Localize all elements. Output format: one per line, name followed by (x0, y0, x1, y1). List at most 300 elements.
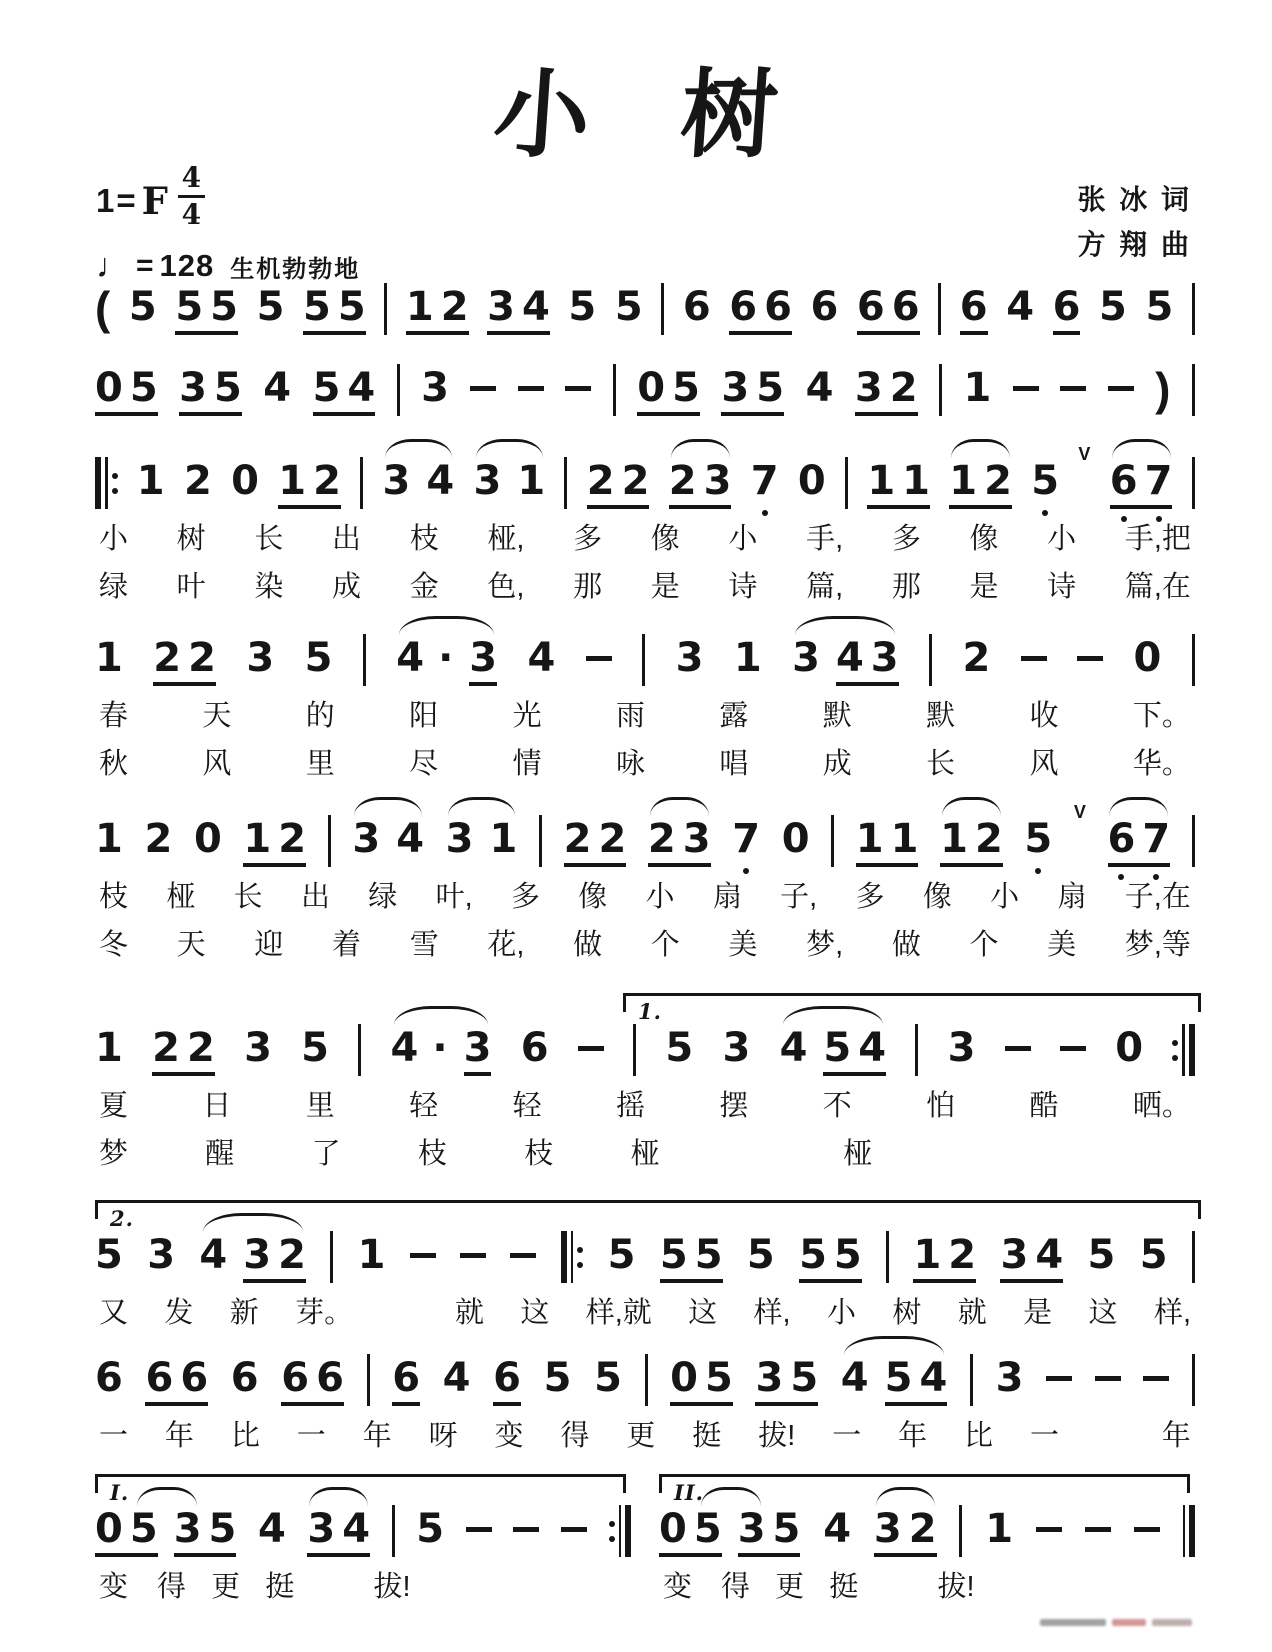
lyrics-row (95, 746, 1195, 782)
slur-arc (476, 439, 543, 458)
barline (392, 1505, 395, 1557)
note-digit: 5 (129, 365, 158, 411)
note (1145, 286, 1173, 328)
slur-arc (1112, 439, 1171, 458)
note-digit: 6 (230, 1355, 259, 1401)
close-paren: ) (1155, 363, 1171, 415)
duration-dash (1060, 1046, 1086, 1051)
note-digit: 4 (835, 635, 864, 681)
thin-bar (105, 457, 108, 509)
note (751, 460, 779, 502)
note-digit: 0 (95, 1506, 123, 1552)
note-group (487, 286, 550, 335)
note-digit: 4 (840, 1355, 869, 1401)
low-octave-dot (1042, 510, 1048, 516)
note-group (874, 1508, 937, 1557)
note-group (885, 1357, 948, 1406)
lyric-syllable: 一 (1029, 1420, 1059, 1452)
note (1006, 286, 1034, 328)
barline (360, 457, 363, 509)
note-digit: 6 (810, 284, 839, 330)
quarter-note-icon: ♩ (96, 247, 130, 285)
low-octave-dot (1121, 516, 1127, 522)
lyric-syllable: 得 (560, 1420, 590, 1452)
lyric-syllable: 树 (176, 523, 206, 555)
note-digit: 6 (281, 1355, 310, 1401)
note (841, 1357, 869, 1399)
note-digit: 5 (772, 1506, 801, 1552)
lyric-syllable: 酷 (1029, 1090, 1059, 1122)
note-digit: 1 (243, 816, 272, 862)
lyric-syllable: 篇, (806, 571, 844, 603)
slur-group (841, 1357, 948, 1406)
note (963, 367, 991, 409)
note-group (669, 460, 732, 509)
note-digit: 3 (722, 1025, 751, 1071)
note (960, 286, 988, 335)
note (544, 1357, 572, 1399)
lyric-syllable: 拔! (373, 1571, 411, 1603)
note-group (281, 1357, 344, 1406)
barline (1192, 1354, 1195, 1406)
lyric-syllable: 小 (990, 881, 1020, 913)
note-digit: 1 (940, 816, 968, 862)
repeat-dot (609, 1536, 615, 1542)
lyric-syllable (390, 1295, 419, 1331)
note-digit: 4 (527, 635, 556, 681)
volta-label: 2. (110, 1206, 134, 1231)
duration-dash (1005, 1046, 1031, 1051)
lyric-syllable: 冬 (99, 929, 129, 961)
note-digit: 5 (568, 284, 597, 330)
lyrics-row (95, 1569, 631, 1605)
system-1 (95, 282, 1195, 335)
note-digit: 5 (1087, 1232, 1116, 1278)
note-digit: 6 (959, 284, 988, 330)
lyric-syllable (319, 1569, 348, 1605)
note-digit: 5 (303, 284, 331, 330)
repeat-open (95, 457, 118, 509)
meter-denominator: 4 (181, 198, 202, 231)
thick-bar (95, 457, 101, 509)
note-digit: 2 (186, 1025, 215, 1071)
lyric-syllable: 就 (957, 1297, 987, 1329)
slur-arc (795, 616, 895, 635)
system-2 (95, 363, 1195, 416)
lyric-syllable: 发 (164, 1297, 194, 1329)
lyric-syllable: 风 (1029, 748, 1059, 780)
notes-row (95, 1234, 1195, 1283)
notes-row (95, 1508, 631, 1557)
lyric-syllable: 情 (512, 748, 542, 780)
thick-bar (1189, 1024, 1195, 1076)
note-digit: 2 (278, 816, 307, 862)
barline (397, 364, 400, 416)
note-digit: 5 (594, 1355, 622, 1401)
note-digit: 1 (489, 816, 518, 862)
note (358, 1234, 386, 1276)
augmentation-dot: · (432, 1025, 448, 1071)
note-digit: 2 (440, 284, 469, 330)
note (184, 460, 212, 502)
title-wrap (0, 58, 1272, 171)
lyric-syllable: 梦, (806, 929, 844, 961)
notes-row (95, 1027, 1195, 1076)
note (665, 1027, 693, 1069)
slur-group (659, 1508, 800, 1557)
lyric-syllable: 像 (922, 881, 952, 913)
note-digit: 5 (665, 1025, 694, 1071)
notes-row (95, 444, 1195, 509)
lyric-syllable: 梦 (99, 1138, 129, 1170)
note-digit: 2 (183, 458, 212, 504)
note (396, 818, 424, 860)
barline (328, 815, 331, 867)
note-group (648, 818, 711, 867)
lyric-syllable (1108, 1569, 1137, 1605)
lyric-syllable: 是 (969, 571, 999, 603)
lyric-syllable: 长 (926, 748, 956, 780)
lyric-syllable (1054, 1569, 1083, 1605)
lyric-syllable: 变 得 (99, 1571, 187, 1603)
note (473, 460, 501, 502)
lyric-syllable: 这 (1088, 1297, 1118, 1329)
duration-dash (460, 1253, 486, 1258)
note (305, 637, 333, 679)
lyrics-row (95, 698, 1195, 734)
note (1053, 286, 1081, 335)
note-digit: 5 (213, 365, 242, 411)
lyric-syllable: 成 (822, 748, 852, 780)
note-digit: 0 (1115, 1025, 1144, 1071)
low-octave-dot (1153, 874, 1159, 880)
lyrics-row (95, 1295, 1195, 1331)
note (443, 1357, 471, 1399)
breath-mark: V (1078, 444, 1091, 464)
expression-text: 生机勃勃地 (230, 255, 361, 283)
lyric-syllable: 子, (780, 881, 818, 913)
note-group (721, 367, 784, 416)
lyric-syllable: 花, (487, 929, 525, 961)
repeat-close (1172, 1024, 1195, 1076)
note (792, 637, 820, 679)
lyric-syllable: 桠 (843, 1138, 873, 1170)
lyric-syllable: 呀 (428, 1420, 458, 1452)
lyric-syllable: 那 (891, 571, 921, 603)
lyric-syllable (737, 1136, 766, 1172)
barline (845, 457, 848, 509)
note-digit: 3 (682, 816, 711, 862)
note-digit: 4 (823, 1506, 852, 1552)
lyric-syllable: 一 (832, 1420, 862, 1452)
note (734, 637, 762, 679)
note-digit: 4 (390, 1025, 419, 1071)
note-digit: 4 (426, 458, 455, 504)
note-digit: 1 (963, 365, 992, 411)
volta-halves (95, 1470, 1195, 1605)
lyric-syllable: 秋 (99, 748, 129, 780)
note-digit: 6 (95, 1355, 123, 1401)
note (199, 1234, 227, 1276)
note (426, 460, 454, 502)
note (396, 637, 453, 679)
lyrics-row (95, 521, 1195, 557)
note (352, 818, 380, 860)
note (147, 1234, 175, 1276)
note-group (913, 1234, 976, 1283)
slur-arc (844, 1336, 944, 1355)
lyric-syllable: 枝 (524, 1138, 554, 1170)
slur-group (1110, 460, 1173, 509)
notes-row (95, 637, 1195, 686)
note (392, 1357, 420, 1406)
note-digit: 3 (870, 635, 899, 681)
note-digit: 3 (995, 1355, 1024, 1401)
lyric-syllable: 小 (728, 523, 758, 555)
barline (959, 1505, 962, 1557)
note-digit: 1 (95, 1025, 123, 1071)
note-digit: 5 (175, 284, 204, 330)
volta-label: 1. (638, 999, 662, 1024)
note-digit: 3 (947, 1025, 976, 1071)
note-digit: 5 (1031, 460, 1059, 502)
lyrics-row (95, 879, 1195, 915)
note-digit: 5 (208, 1506, 237, 1552)
note-digit: 3 (307, 1506, 336, 1552)
lyric-syllable (1000, 1569, 1029, 1605)
system-4 (95, 637, 1195, 782)
lyric-syllable: 里 (305, 748, 335, 780)
note-digit: 0 (781, 816, 810, 862)
repeat-dot (112, 473, 118, 479)
note-group (95, 367, 158, 416)
note-digit: 2 (647, 816, 676, 862)
slur-arc (203, 1213, 303, 1232)
note (985, 1508, 1013, 1550)
slur-arc (951, 439, 1010, 458)
note-digit: 6 (682, 284, 711, 330)
lyric-syllable (544, 1569, 573, 1605)
lyric-syllable: 多 (891, 523, 921, 555)
note-digit: 3 (173, 1506, 202, 1552)
note-digit: 0 (231, 458, 259, 504)
lyric-syllable: 枝 (99, 881, 129, 913)
lyric-syllable: 下。 (1132, 700, 1191, 732)
note-group (179, 367, 242, 416)
lyric-syllable: 芽。 (295, 1297, 354, 1329)
low-octave-dot (1035, 868, 1041, 874)
note-digit: 2 (621, 458, 650, 504)
key-signature (96, 161, 205, 233)
note-group (659, 1508, 722, 1557)
note-digit: 4 (257, 1506, 286, 1552)
repeat-open (561, 1231, 584, 1283)
barline (642, 634, 645, 686)
repeat-dots (112, 457, 118, 509)
barline (1192, 815, 1195, 867)
slur-group (391, 1027, 492, 1076)
note-group (307, 1508, 370, 1557)
lyric-syllable: 色, (487, 571, 525, 603)
repeat-dot (112, 488, 118, 494)
note-digit: 1 (985, 1506, 1014, 1552)
note-group (153, 637, 216, 686)
note-group (243, 818, 306, 867)
barline (384, 283, 387, 335)
barline (970, 1354, 973, 1406)
note-digit: 1 (95, 816, 123, 862)
note-digit: 5 (1024, 818, 1052, 860)
note-digit: 5 (746, 1232, 775, 1278)
note (231, 460, 259, 502)
tempo-bpm: 128 (159, 248, 215, 283)
slur-arc (137, 1487, 196, 1506)
slur-arc (876, 1487, 935, 1506)
note-digit: 2 (668, 458, 697, 504)
lyric-syllable: 迎 (254, 929, 284, 961)
lyric-syllable: 默 (926, 700, 956, 732)
low-octave-dot (1118, 874, 1124, 880)
lyric-syllable: 梦,等 (1124, 929, 1191, 961)
note (568, 286, 596, 328)
lyric-syllable: 绿 (368, 881, 398, 913)
note-group (949, 460, 1012, 509)
note-digit: 3 (147, 1232, 176, 1278)
note-digit: 3 (703, 458, 732, 504)
note-digit: 1 (902, 458, 930, 504)
note-digit: 5 (337, 284, 366, 330)
volta-label: II. (674, 1480, 704, 1505)
note-digit: 7 (1142, 818, 1170, 860)
lyric-syllable: 拔! (937, 1571, 975, 1603)
tempo-equals: = (136, 249, 154, 282)
lyric-syllable: 叶 (176, 571, 206, 603)
note-digit: 3 (721, 365, 750, 411)
lyricist-credit: 张 冰 词 (1077, 184, 1192, 215)
note-digit: 4 (1006, 284, 1035, 330)
note-digit: 1 (913, 1232, 942, 1278)
note (806, 367, 834, 409)
notes-row (95, 282, 1195, 335)
note-digit: 2 (586, 458, 615, 504)
note-digit: 2 (144, 816, 173, 862)
note-digit: 4 (779, 1025, 808, 1071)
note (244, 1027, 272, 1069)
barline (1192, 634, 1195, 686)
note (608, 1234, 636, 1276)
lyric-syllable: 出 (300, 881, 330, 913)
slur-group (446, 818, 518, 860)
note-digit: 5 (312, 365, 341, 411)
slur-group (949, 460, 1012, 509)
key-prefix: 1= (96, 181, 138, 219)
note (676, 637, 704, 679)
lyric-syllable: 比 (230, 1420, 260, 1452)
note-digit: 5 (301, 1025, 330, 1071)
note-digit: 1 (517, 458, 546, 504)
note-group (152, 1027, 215, 1076)
lyric-syllable: 更 (626, 1420, 656, 1452)
slur-arc (448, 797, 515, 816)
slur-arc (942, 797, 1001, 816)
slur-group (669, 460, 732, 509)
lyric-syllable: 长 (254, 523, 284, 555)
lyric-syllable: 像 (578, 881, 608, 913)
note (469, 637, 497, 686)
note-digit: 5 (790, 1355, 819, 1401)
note (517, 460, 545, 502)
note-digit: 5 (693, 1506, 722, 1552)
note-digit: 0 (659, 1506, 687, 1552)
note-digit: 5 (799, 1232, 827, 1278)
note-digit: 3 (487, 284, 515, 330)
note-digit: 7 (732, 818, 760, 860)
lyric-syllable: 一 (99, 1420, 129, 1452)
note-digit: 0 (193, 816, 222, 862)
lyric-syllable: 手,把 (1124, 523, 1191, 555)
note (996, 1357, 1024, 1399)
note-digit: 6 (316, 1355, 344, 1401)
note-digit: 3 (179, 365, 207, 411)
lyric-syllable: 像 (650, 523, 680, 555)
note-group (303, 286, 366, 335)
note-digit: 1 (890, 816, 919, 862)
repeat-dot (1172, 1040, 1178, 1046)
note (962, 637, 990, 679)
note-digit: 7 (1145, 460, 1173, 502)
note-digit: 5 (128, 284, 157, 330)
barline (661, 283, 664, 335)
lyric-syllable: 长 (233, 881, 263, 913)
lyric-syllable: 绿 (99, 571, 129, 603)
note-digit: 5 (416, 1506, 445, 1552)
lyric-syllable: 年 (1161, 1420, 1191, 1452)
lyric-syllable (1096, 1418, 1125, 1454)
lyric-syllable: 那 (573, 571, 603, 603)
note-digit: 4 (805, 365, 834, 411)
lyric-syllable: 多 (855, 881, 885, 913)
note-digit: 2 (889, 365, 918, 411)
note-digit: 6 (764, 284, 792, 330)
lyric-syllable: 这 (688, 1297, 718, 1329)
lyric-syllable: 醒 (205, 1138, 235, 1170)
note-digit: 2 (152, 1025, 180, 1071)
duration-dash (1036, 1527, 1062, 1532)
slur-arc (650, 797, 709, 816)
note (464, 1027, 492, 1076)
lyrics-row (95, 1418, 1195, 1454)
note-group (1108, 818, 1171, 867)
lyric-syllable: 怕 (926, 1090, 956, 1122)
duration-dash (1021, 656, 1047, 661)
note-digit: 6 (520, 1025, 549, 1071)
repeat-dots (577, 1231, 583, 1283)
note-digit: 2 (984, 458, 1012, 504)
note-group (406, 286, 469, 335)
duration-dash (470, 386, 496, 391)
note-digit: 3 (737, 1506, 766, 1552)
slur-group (1108, 818, 1171, 867)
lyric-syllable: 做 (573, 929, 603, 961)
lyric-syllable: 着 (332, 929, 362, 961)
breath-mark: V (1073, 802, 1086, 822)
barline (330, 1231, 333, 1283)
lyric-syllable: 春 (99, 700, 129, 732)
note (528, 637, 556, 679)
note-digit: 2 (908, 1506, 937, 1552)
lyric-syllable: 夏 (99, 1090, 129, 1122)
duration-dash (578, 1046, 604, 1051)
